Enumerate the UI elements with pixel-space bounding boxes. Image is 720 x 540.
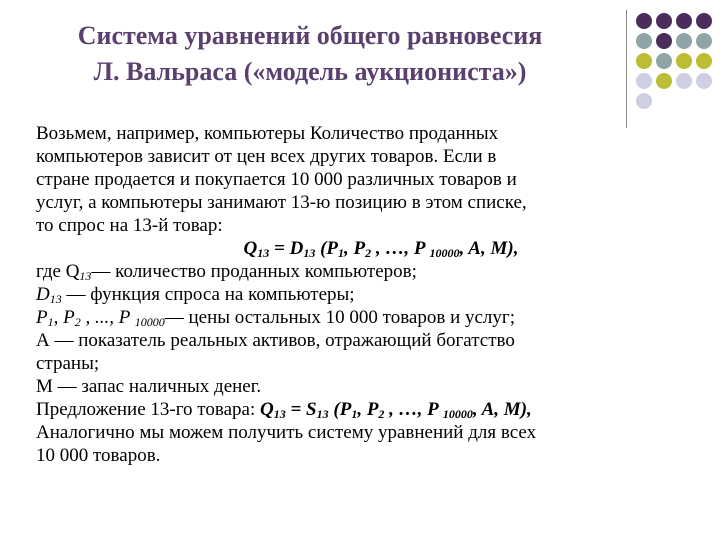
- definition-d: $D_{13}$ — функция спроса на компьютеры;: [36, 284, 355, 306]
- body-line: Возьмем, например, компьютеры Количество проданных: [36, 123, 499, 144]
- decorative-dot: [636, 33, 652, 49]
- title-line-2: Л. Вальраса («модель аукциониста»): [93, 57, 527, 86]
- body-line: услуг, а компьютеры занимают 13-ю позицию в этом списке,: [36, 192, 527, 213]
- definition-q: где $Q_{13}—$ количество проданных компьютеров;: [36, 261, 417, 283]
- decorative-dot: [656, 13, 672, 29]
- supply-formula: Предложение 13-го товара: $Q_{13} = S_{13}$ ($P_1$, $P_2$ , …, P $_{10000}$, A, M),: [36, 399, 532, 421]
- body-line: компьютеров зависит от цен всех других товаров. Если в: [36, 146, 497, 167]
- decorative-dot: [676, 73, 692, 89]
- definition-m: М — запас наличных денег.: [36, 376, 262, 397]
- slide-title: [20, 18, 600, 90]
- decorative-dot: [636, 53, 652, 69]
- decorative-dot: [636, 73, 652, 89]
- definition-a: страны;: [36, 353, 100, 374]
- decorative-dot: [696, 33, 712, 49]
- closing-line: 10 000 товаров.: [36, 445, 161, 466]
- body-line: стране продается и покупается 10 000 различных товаров и: [36, 169, 517, 190]
- decorative-dot: [676, 53, 692, 69]
- decorative-dot: [676, 13, 692, 29]
- decorative-dot-grid: [636, 13, 712, 109]
- title-line-1: Система уравнений общего равновесия: [77, 21, 543, 50]
- decorative-dot: [676, 33, 692, 49]
- closing-line: Аналогично мы можем получить систему уравнений для всех: [36, 422, 537, 443]
- definition-a: А — показатель реальных активов, отражающий богатство: [36, 330, 515, 351]
- decorative-dot: [696, 13, 712, 29]
- decorative-dot: [696, 53, 712, 69]
- decorative-dot: [656, 53, 672, 69]
- decorative-dot: [636, 13, 652, 29]
- demand-formula: $Q_{13} = D_{13}$ ($P_1$, $P_2$ , …, P $_{10000}$, A, M),: [243, 238, 519, 260]
- definition-p: $P_1$, $P_2$ , ..., P $_{10000}$— цены остальных 10 000 товаров и услуг;: [36, 307, 515, 329]
- decorative-dot: [656, 73, 672, 89]
- decorative-dot: [656, 33, 672, 49]
- body-line: то спрос на 13-й товар:: [36, 215, 223, 236]
- decorative-dot: [636, 93, 652, 109]
- decorative-dot: [696, 73, 712, 89]
- slide-body: [36, 122, 686, 467]
- decorative-divider: [626, 10, 627, 128]
